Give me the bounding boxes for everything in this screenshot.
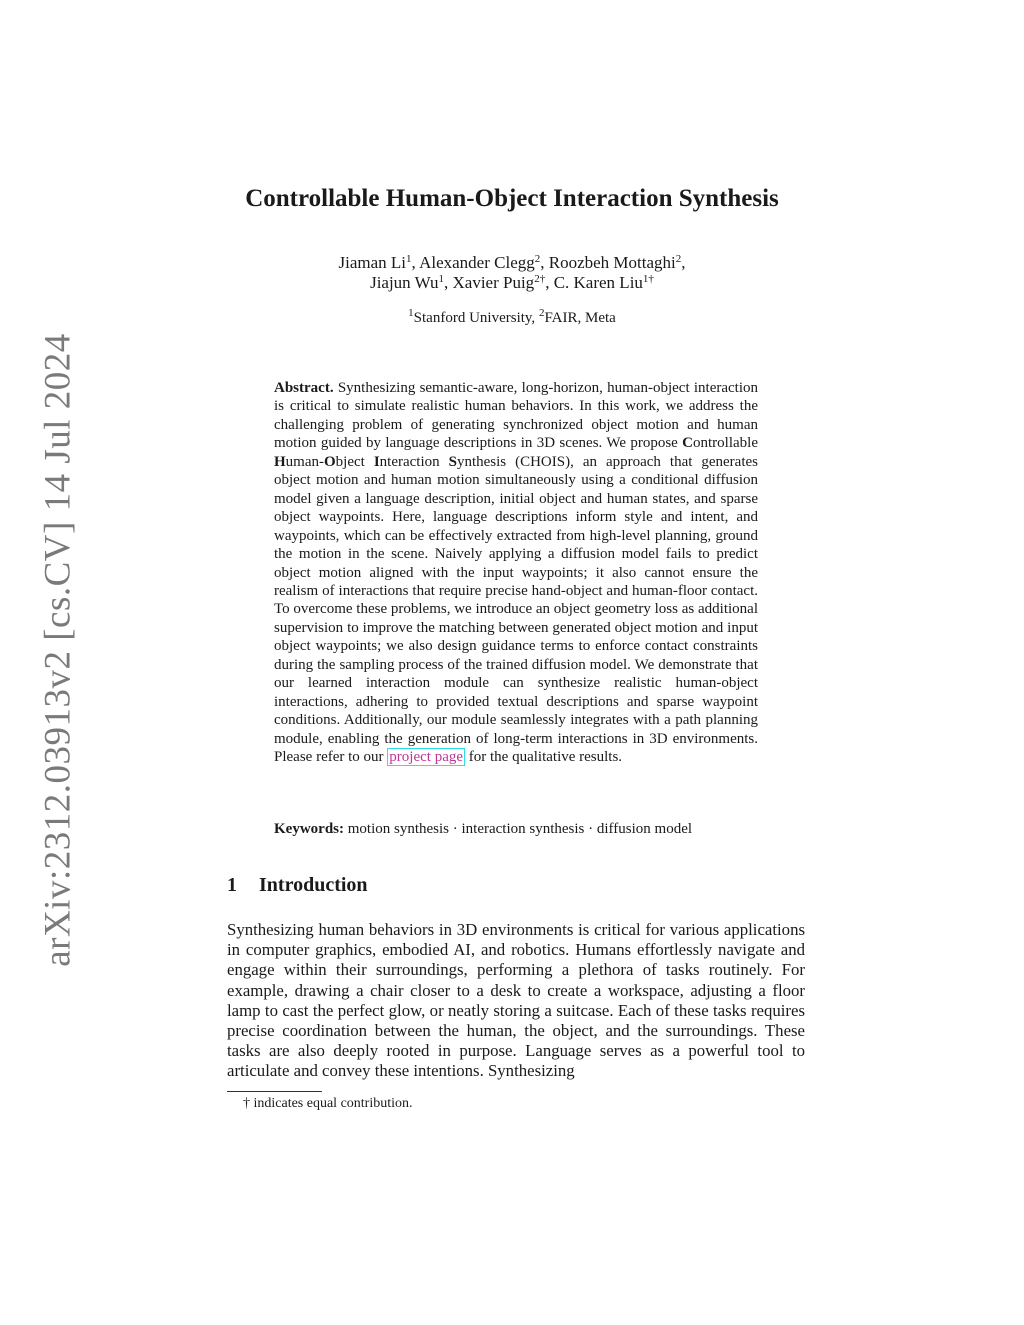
paper-title: Controllable Human-Object Interaction Synthesis [245,185,779,212]
abstract-text: for the qualitative results. [465,749,623,766]
author-separator: , [681,253,686,272]
introduction-paragraph: Synthesizing human behaviors in 3D environments is critical for various applications in computer graphics, embodied AI, and robotics. Humans effortlessly navigate and engage within their surroundings, performing a plethora of tasks routinely. For example, drawing a chair closer to a desk to create a workspace, adjusting a floor lamp to cast the perfect glow, or neatly storing a suitcase. Each of these tasks requires precise coordination between the human, the object, and the surroundings. These tasks are also deeply rooted in purpose. Language serves as a powerful tool to articulate and convey these intentions. Synthesizing [227,920,805,1081]
author-line-2 [0,273,1024,293]
author: Roozbeh Mottaghi [548,253,676,272]
author-affiliation-mark: 1 [406,253,412,265]
arxiv-identifier: arXiv:2312.03913v2 [cs.CV] 14 Jul 2024 [37,333,79,967]
affiliation: Stanford University, [413,310,539,326]
section-number: 1 [227,874,237,896]
affiliation-mark: 1 [408,307,414,319]
acronym-rest: ynthesis [456,453,507,470]
affiliation-mark: 2 [538,307,545,319]
abstract-label: Abstract. [274,380,334,396]
author: C. Karen Liu [553,273,643,292]
acronym-rest: uman- [285,453,324,470]
author-line-1 [0,253,1024,273]
abstract-text: (CHOIS), an approach that generates object motion and human motion simultaneously using a conditional diffusion model given a language description, initial object and human states, and sparse object waypoints. Here, language descriptions inform style and intent, and waypoints, which can be effectively extracted from high-level planning, ground the motion in the scene. Naively applying a diffusion model fails to predict object motion aligned with the input waypoints; it also cannot ensure the realism of interactions that require precise hand-object and human-floor contact. To overcome these problems, we introduce an object geometry loss as additional supervision to improve the matching between generated object motion and input object waypoints; we also design guidance terms to enforce contact constraints during the sampling process of the trained diffusion model. We demonstrate that our learned interaction module can synthesize realistic human-object interactions, adhering to provided textual descriptions and sparse waypoint conditions. Additionally, our module seamlessly integrates with a path planning module, enabling the generation of long-term interactions in 3D environments. Please refer to our [274,453,758,766]
acronym-letter: I [373,453,380,470]
author: Jiaman Li [338,253,407,272]
author: Alexander Clegg [419,253,535,272]
author-affiliation-mark: 2 [675,253,682,265]
acronym-letter: H [274,453,286,470]
author-separator: , [411,253,420,272]
affiliations [0,307,1024,327]
author-affiliation-mark: 1 [438,273,444,285]
acronym-letter: O [324,453,336,470]
abstract-text: Synthesizing semantic-aware, long-horizon, human-object interaction is critical to simulate realistic human behaviors. In this work, we address the challenging problem of generating synchronized object motion and human motion guided by language descriptions in 3D scenes. We propose [274,380,758,452]
author-affiliation-mark: 2 [534,253,541,265]
acronym-rest: bject [335,453,374,470]
author-affiliation-mark: 2† [534,273,546,285]
acronym-letter: C [682,435,694,452]
author-affiliation-mark: 1† [642,273,654,285]
acronym-rest: ontrollable [693,435,758,452]
abstract [274,379,758,767]
keywords-text: motion synthesis · interaction synthesis · diffusion model [344,821,693,837]
author: Xavier Puig [452,273,535,292]
author: Jiajun Wu [370,273,439,292]
footnote: † indicates equal contribution. [243,1096,413,1111]
footnote-rule [227,1091,322,1092]
author-separator: , [444,273,453,292]
acronym-letter: S [448,453,457,470]
keywords [274,821,758,838]
acronym-rest: nteraction [379,453,449,470]
section-heading [227,874,368,897]
affiliation: FAIR, Meta [544,310,616,326]
project-page-link[interactable]: project page [389,749,464,766]
author-list [0,253,1024,293]
keywords-label: Keywords: [274,821,344,837]
section-title: Introduction [259,874,368,896]
author-separator: , [540,253,549,272]
author-separator: , [545,273,554,292]
